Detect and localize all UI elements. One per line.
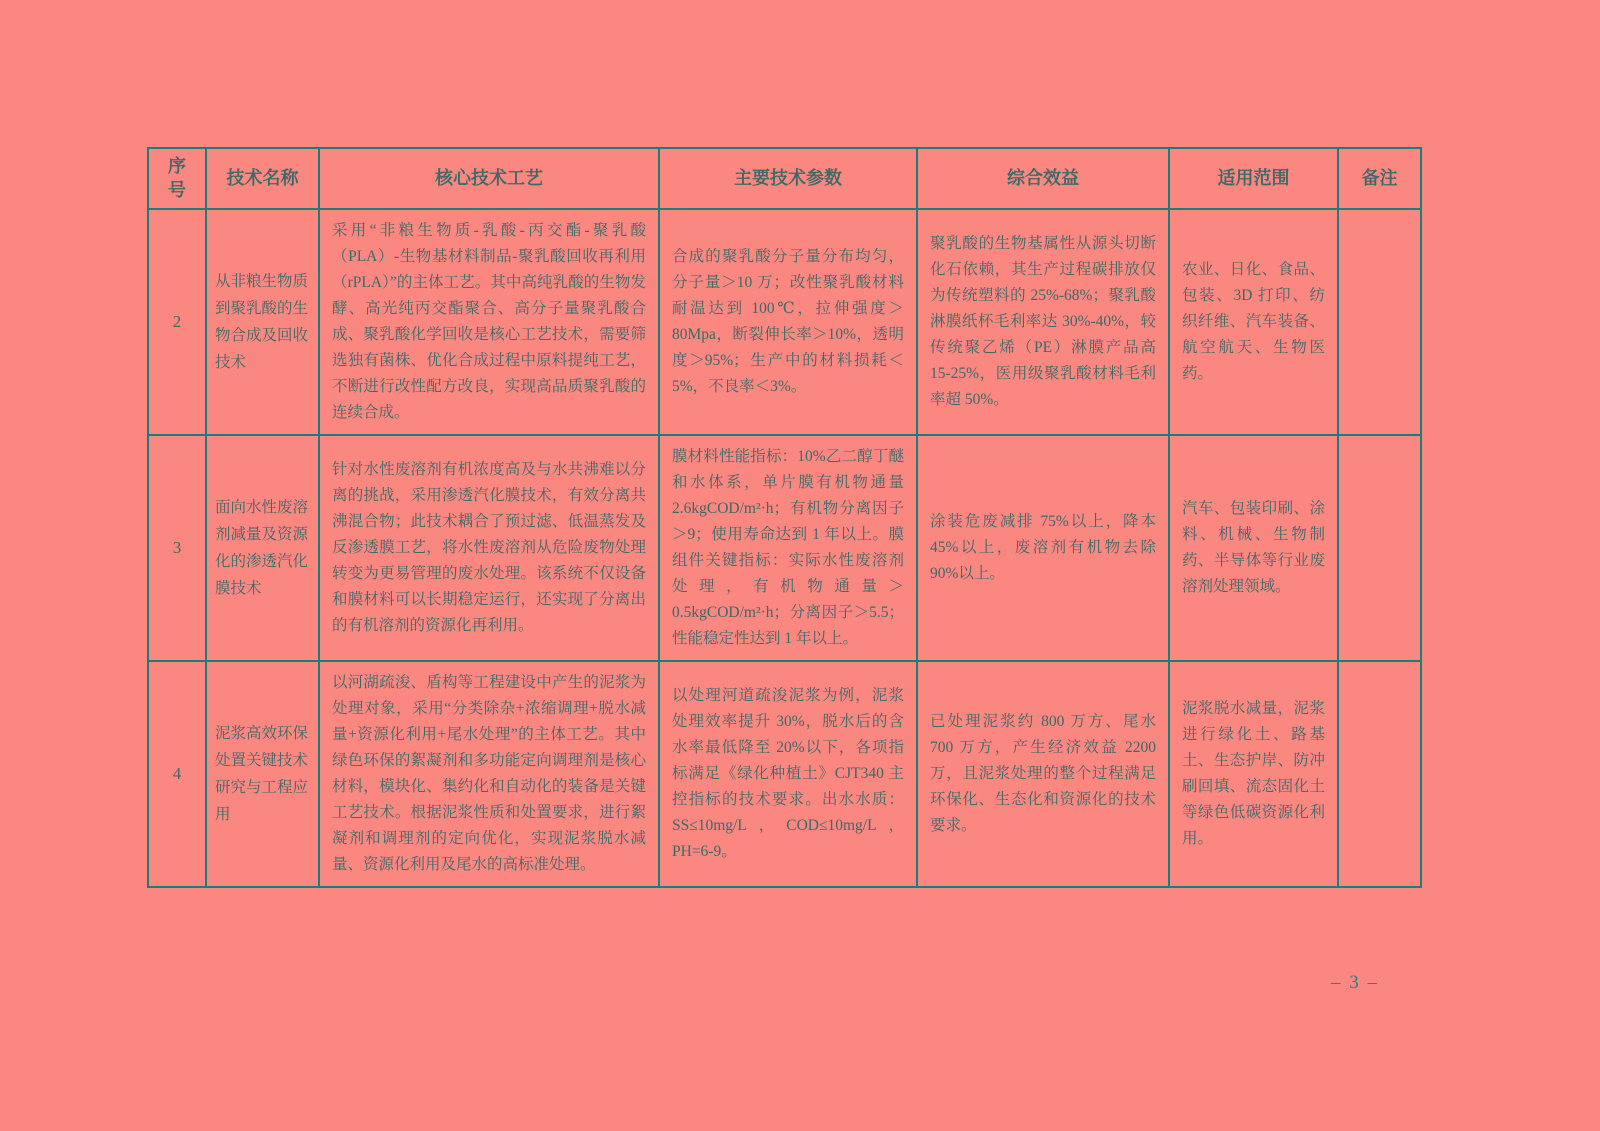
table-row [148,661,1421,887]
cell-seq: 3 [148,435,206,661]
cell-process: 采用“非粮生物质-乳酸-丙交酯-聚乳酸（PLA）-生物基材料制品-聚乳酸回收再利用（rPLA）”的主体工艺。其中高纯乳酸的生物发酵、高光纯丙交酯聚合、高分子量聚乳酸合成、聚乳酸化学回收是核心工艺技术，需要筛选独有菌株、优化合成过程中原料提纯工艺，不断进行改性配方改良，实现高品质聚乳酸的连续合成。 [319,209,659,435]
cell-seq: 2 [148,209,206,435]
cell-parameters: 膜材料性能指标：10%乙二醇丁醚和水体系，单片膜有机物通量 2.6kgCOD/m²·h；有机物分离因子＞9；使用寿命达到 1 年以上。膜组件关键指标：实际水性废溶剂处理，有机物通量＞0.5kgCOD/m²·h；分离因子＞5.5；性能稳定性达到 1 年以上。 [659,435,917,661]
header-tech-name: 技术名称 [206,148,319,209]
cell-remark [1338,435,1421,661]
cell-tech-name: 从非粮生物质到聚乳酸的生物合成及回收技术 [206,209,319,435]
header-benefits: 综合效益 [917,148,1169,209]
header-scope: 适用范围 [1169,148,1338,209]
cell-process: 针对水性废溶剂有机浓度高及与水共沸难以分离的挑战，采用渗透汽化膜技术，有效分离共沸混合物；此技术耦合了预过滤、低温蒸发及反渗透膜工艺，将水性废溶剂从危险废物处理转变为更易管理的废水处理。该系统不仅设备和膜材料可以长期稳定运行，还实现了分离出的有机溶剂的资源化再利用。 [319,435,659,661]
cell-scope: 汽车、包装印刷、涂料、机械、生物制药、半导体等行业废溶剂处理领域。 [1169,435,1338,661]
cell-remark [1338,661,1421,887]
cell-benefits: 已处理泥浆约 800 万方、尾水 700 万方，产生经济效益 2200 万，且泥浆处理的整个过程满足环保化、生态化和资源化的技术要求。 [917,661,1169,887]
header-seq: 序号 [148,148,206,209]
cell-scope: 农业、日化、食品、包装、3D 打印、纺织纤维、汽车装备、航空航天、生物医药。 [1169,209,1338,435]
cell-parameters: 合成的聚乳酸分子量分布均匀，分子量＞10 万；改性聚乳酸材料耐温达到 100℃，拉伸强度＞80Mpa，断裂伸长率＞10%，透明度＞95%；生产中的材料损耗＜5%，不良率＜3%。 [659,209,917,435]
header-remark: 备注 [1338,148,1421,209]
table-header-row [148,148,1421,209]
page-number: – 3 – [1331,972,1379,993]
table-row [148,209,1421,435]
cell-benefits: 涂装危废减排 75%以上，降本 45%以上，废溶剂有机物去除 90%以上。 [917,435,1169,661]
cell-benefits: 聚乳酸的生物基属性从源头切断化石依赖，其生产过程碳排放仅为传统塑料的 25%-68%；聚乳酸淋膜纸杯毛利率达 30%-40%，较传统聚乙烯（PE）淋膜产品高 15-25%，医用级聚乳酸材料毛利率超 50%。 [917,209,1169,435]
cell-tech-name: 泥浆高效环保处置关键技术研究与工程应用 [206,661,319,887]
technology-table-container [147,147,1420,888]
cell-tech-name: 面向水性废溶剂减量及资源化的渗透汽化膜技术 [206,435,319,661]
technology-table [147,147,1422,888]
cell-parameters: 以处理河道疏浚泥浆为例，泥浆处理效率提升 30%，脱水后的含水率最低降至 20%以下，各项指标满足《绿化种植土》CJT340 主控指标的技术要求。出水水质：SS≤10mg/L，COD≤10mg/L，PH=6-9。 [659,661,917,887]
cell-remark [1338,209,1421,435]
table-row [148,435,1421,661]
header-parameters: 主要技术参数 [659,148,917,209]
header-process: 核心技术工艺 [319,148,659,209]
cell-scope: 泥浆脱水减量，泥浆进行绿化土、路基土、生态护岸、防冲刷回填、流态固化土等绿色低碳资源化利用。 [1169,661,1338,887]
cell-seq: 4 [148,661,206,887]
cell-process: 以河湖疏浚、盾构等工程建设中产生的泥浆为处理对象，采用“分类除杂+浓缩调理+脱水减量+资源化利用+尾水处理”的主体工艺。其中绿色环保的絮凝剂和多功能定向调理剂是核心材料，模块化、集约化和自动化的装备是关键工艺技术。根据泥浆性质和处置要求，进行絮凝剂和调理剂的定向优化，实现泥浆脱水减量、资源化利用及尾水的高标准处理。 [319,661,659,887]
